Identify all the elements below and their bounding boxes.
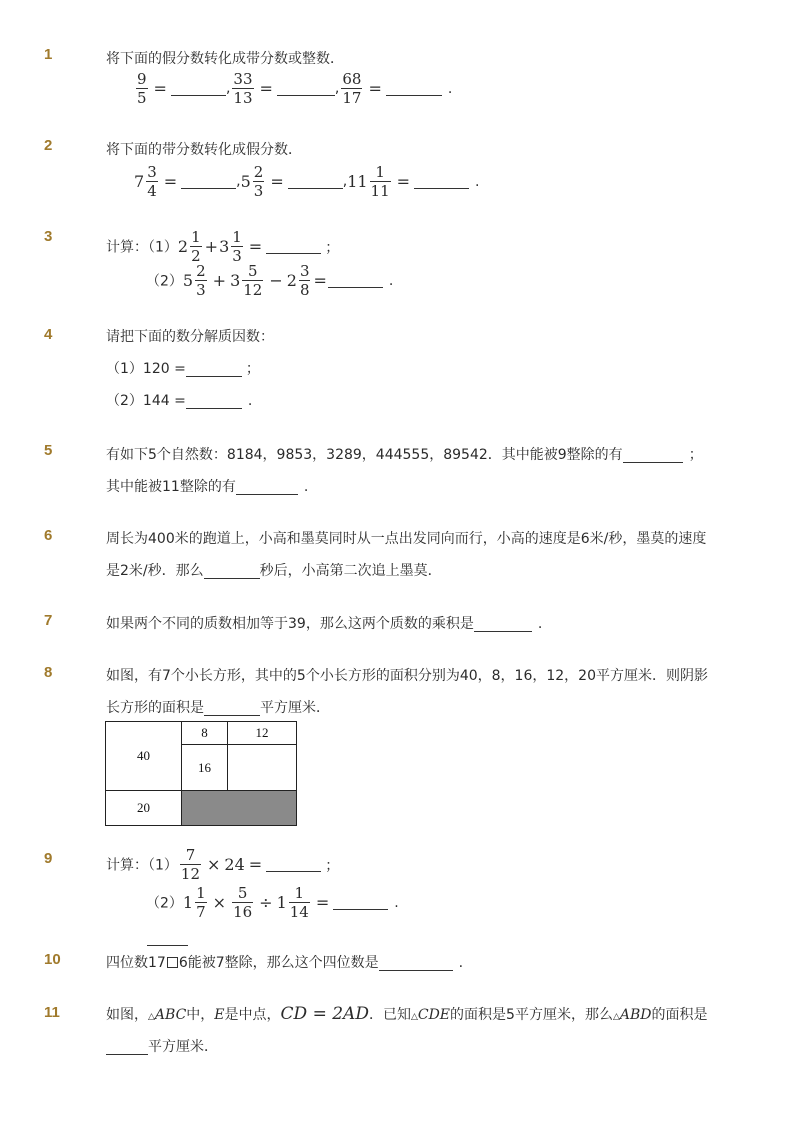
- question-line1: 如图，△ABC中，E是中点，CD = 2AD．已知△CDE的面积是5平方厘米，那么△ABD的面积是: [106, 1004, 708, 1024]
- answer-blank[interactable]: [333, 895, 388, 910]
- question-line1: 如图，有7个小长方形，其中的5个小长方形的面积分别为40，8，16，12，20平方厘米．则阴影: [106, 668, 708, 684]
- answer-blank[interactable]: [186, 394, 242, 409]
- question-number: 8: [44, 664, 53, 681]
- number-overline: [147, 945, 188, 946]
- question-number: 5: [44, 442, 53, 459]
- question-number: 9: [44, 850, 53, 867]
- answer-blank[interactable]: [204, 564, 260, 579]
- answer-blank[interactable]: [414, 174, 469, 189]
- question-number: 11: [44, 1004, 60, 1021]
- question-line1: 周长为400米的跑道上，小高和墨莫同时从一点出发同向而行，小高的速度是6米/秒，墨莫的速度: [106, 531, 707, 547]
- question-part2: （2）144 = .: [106, 393, 253, 409]
- answer-blank[interactable]: [379, 956, 453, 971]
- shaded-rectangle: [181, 790, 297, 826]
- question-line2: 其中能被11整除的有 .: [106, 479, 309, 495]
- question-text: 四位数17 6能被7整除，那么这个四位数是 .: [106, 955, 464, 971]
- answer-blank[interactable]: [474, 617, 532, 632]
- cell-blank: [227, 744, 297, 791]
- question-line2: 是2米/秒．那么 秒后，小高第二次追上墨莫．: [106, 563, 442, 579]
- question-math: $\frac{9}{5}$ = , $\frac{33}{13}$ = , $\frac{68}{17}$ = .: [137, 70, 453, 107]
- answer-blank[interactable]: [106, 1040, 148, 1055]
- question-number: 7: [44, 612, 53, 629]
- question-line1: 有如下5个自然数：8184，9853，3289，444555，89542．其中能被9整除的有 ；: [106, 447, 703, 463]
- answer-blank[interactable]: [277, 81, 335, 96]
- fraction: $\frac{9}{5}$: [137, 70, 147, 107]
- cell-40: 40: [105, 721, 182, 791]
- answer-blank[interactable]: [623, 448, 683, 463]
- question-number: 6: [44, 527, 53, 544]
- question-number: 1: [44, 46, 53, 63]
- question-math: 7 $\frac{3}{4}$ = ,5 $\frac{2}{3}$ = ,11 $\frac{1}{11}$ = .: [134, 163, 480, 200]
- fraction: $\frac{68}{17}$: [342, 70, 362, 107]
- question-math-part1: 计算：（1）2 $\frac{1}{2}$ +3 $\frac{1}{3}$ = ；: [106, 228, 340, 265]
- question-line2: 长方形的面积是 平方厘米．: [106, 700, 330, 716]
- answer-blank[interactable]: [186, 362, 242, 377]
- question-text: 将下面的带分数转化成假分数．: [106, 142, 302, 158]
- answer-blank[interactable]: [328, 273, 383, 288]
- digit-box: [167, 957, 178, 968]
- fraction: $\frac{33}{13}$: [233, 70, 253, 107]
- question-part1: （1）120 = ；: [106, 361, 260, 377]
- question-text: 如果两个不同的质数相加等于39，那么这两个质数的乘积是 .: [106, 616, 543, 632]
- question-text: 将下面的假分数转化成带分数或整数．: [106, 51, 344, 67]
- question-text: 请把下面的数分解质因数：: [106, 329, 274, 345]
- question-line2: 平方厘米．: [106, 1036, 218, 1056]
- answer-blank[interactable]: [181, 174, 236, 189]
- question-number: 3: [44, 228, 53, 245]
- question-math-part2: （2）1 $\frac{1}{7}$ × $\frac{5}{16}$ ÷ 1 $\frac{1}{14}$ = .: [146, 884, 399, 921]
- cell-16: 16: [181, 744, 228, 791]
- answer-blank[interactable]: [266, 239, 321, 254]
- answer-blank[interactable]: [236, 480, 298, 495]
- answer-blank[interactable]: [204, 701, 260, 716]
- cell-12: 12: [227, 721, 297, 745]
- question-math-part1: 计算：（1） $\frac{7}{12}$ × 24 = ；: [106, 846, 340, 883]
- question-math-part2: （2）5 $\frac{2}{3}$ + 3 $\frac{5}{12}$ − 2 $\frac{3}{8}$ = .: [146, 262, 394, 299]
- question-number: 10: [44, 951, 61, 968]
- answer-blank[interactable]: [171, 81, 226, 96]
- answer-blank[interactable]: [266, 857, 321, 872]
- question-number: 4: [44, 326, 53, 343]
- cell-20: 20: [105, 790, 182, 826]
- cell-8: 8: [181, 721, 228, 745]
- question-number: 2: [44, 137, 53, 154]
- rectangle-diagram: [105, 721, 297, 826]
- answer-blank[interactable]: [288, 174, 343, 189]
- answer-blank[interactable]: [386, 81, 442, 96]
